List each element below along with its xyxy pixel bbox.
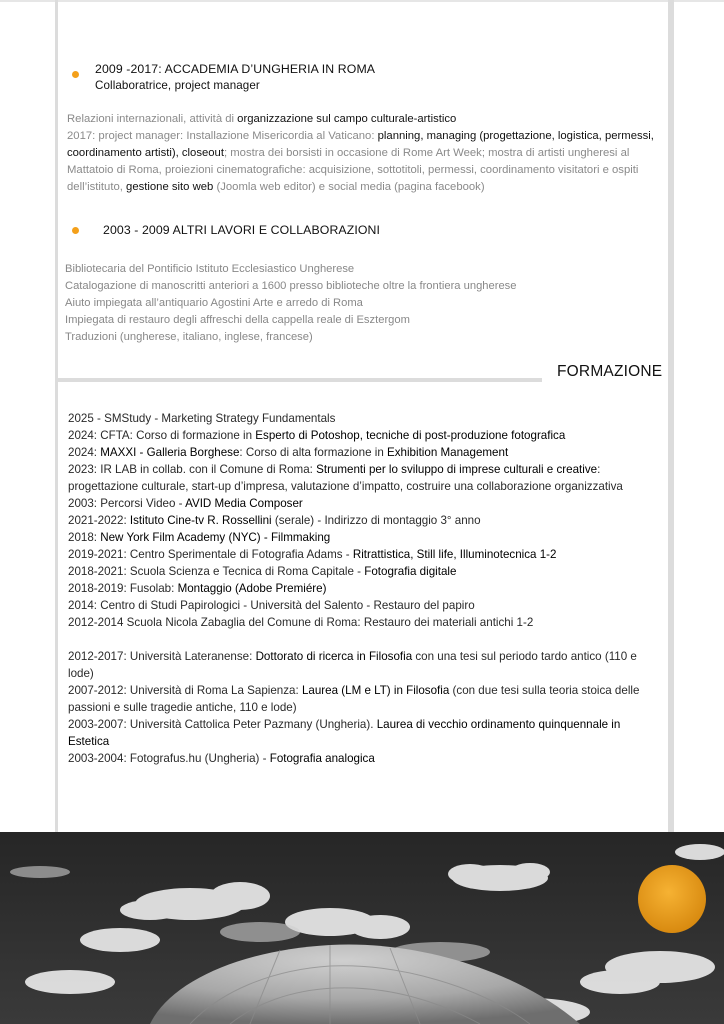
footer-photo (0, 832, 724, 1024)
page-top-border (0, 0, 724, 2)
job-description: Relazioni internazionali, attività di organizzazione sul campo culturale-artistico 2017: project manager: Installazione Misericordia al Vaticano: planning, managing (progettazione, logistica, permessi, coordinamento artisti), closeout; mostra dei borsisti in occasione di Rome Art Week; mostra di artisti ungheresi al Mattatoio di Roma, proiezioni cinematografiche: acquisizione, sottotitoli, permessi, coordinamento visitatori e ospiti dell’istituto, gestione sito web (Joomla web editor) e social media (pagina facebook) (67, 113, 654, 193)
list-item: 2023: IR LAB in collab. con il Comune di Roma: Strumenti per lo sviluppo di imprese culturali e creative: progettazione culturale, start-up d’impresa, valutazione d’impatto, costruire una collaborazione organizzativa (68, 463, 623, 493)
list-item: 2019-2021: Centro Sperimentale di Fotografia Adams - Ritrattistica, Still life, Illuminotecnica 1-2 (68, 548, 557, 561)
list-item: Bibliotecaria del Pontificio Istituto Ecclesiastico Ungherese (65, 263, 355, 275)
bullet-dot-icon (72, 227, 79, 234)
list-item: 2012-2017: Università Lateranense: Dottorato di ricerca in Filosofia con una tesi sul periodo tardo antico (110 e lode) (68, 650, 637, 680)
list-item: Catalogazione di manoscritti anteriori a 1600 presso biblioteche oltre la frontiera ungherese (65, 280, 517, 292)
list-item: 2025 - SMStudy - Marketing Strategy Fundamentals (68, 412, 336, 425)
job-list (65, 261, 517, 346)
right-frame-line (668, 0, 674, 832)
list-item: 2003: Percorsi Video - AVID Media Composer (68, 497, 303, 510)
spacer (68, 631, 660, 648)
list-item: 2021-2022: Istituto Cine-tv R. Rossellini (serale) - Indirizzo di montaggio 3° anno (68, 514, 481, 527)
orange-sun-icon (638, 865, 706, 933)
job-title: 2003 - 2009 ALTRI LAVORI E COLLABORAZIONI (103, 223, 381, 237)
list-item: 2024: MAXXI - Galleria Borghese: Corso di alta formazione in Exhibition Management (68, 446, 509, 459)
list-item: 2012-2014 Scuola Nicola Zabaglia del Comune di Roma: Restauro dei materiali antichi 1-2 (68, 616, 534, 629)
bullet-dot-icon (72, 71, 79, 78)
list-item: Aiuto impiegata all’antiquario Agostini Arte e arredo di Roma (65, 297, 363, 309)
list-item: 2018: New York Film Academy (NYC) - Filmmaking (68, 531, 331, 544)
list-item: 2014: Centro di Studi Papirologici - Università del Salento - Restauro del papiro (68, 599, 475, 612)
left-frame-line (55, 0, 58, 832)
list-item: 2024: CFTA: Corso di formazione in Esperto di Potoshop, tecniche di post-produzione fotografica (68, 429, 566, 442)
section-title: FORMAZIONE (557, 363, 663, 380)
list-item: 2007-2012: Università di Roma La Sapienza: Laurea (LM e LT) in Filosofia (con due tesi sulla teoria stoica delle passioni e sulle tragedie antiche, 110 e lode) (68, 684, 640, 714)
list-item: 2003-2004: Fotografus.hu (Ungheria) - Fotografia analogica (68, 752, 375, 765)
list-item: Traduzioni (ungherese, italiano, inglese, francese) (65, 331, 313, 343)
list-item: 2018-2019: Fusolab: Montaggio (Adobe Premiére) (68, 582, 327, 595)
list-item: 2018-2021: Scuola Scienza e Tecnica di Roma Capitale - Fotografia digitale (68, 565, 457, 578)
list-item: 2003-2007: Università Cattolica Peter Pazmany (Ungheria). Laurea di vecchio ordinamento quinquennale in Estetica (68, 718, 621, 748)
list-item: Impiegata di restauro degli affreschi della cappella reale di Esztergom (65, 314, 410, 326)
job-role: Collaboratrice, project manager (95, 79, 260, 92)
dome-photo-image (0, 832, 724, 1024)
education-list (68, 410, 660, 767)
job-title: 2009 -2017: ACCADEMIA D’UNGHERIA IN ROMA (95, 62, 376, 76)
section-divider (58, 378, 542, 382)
